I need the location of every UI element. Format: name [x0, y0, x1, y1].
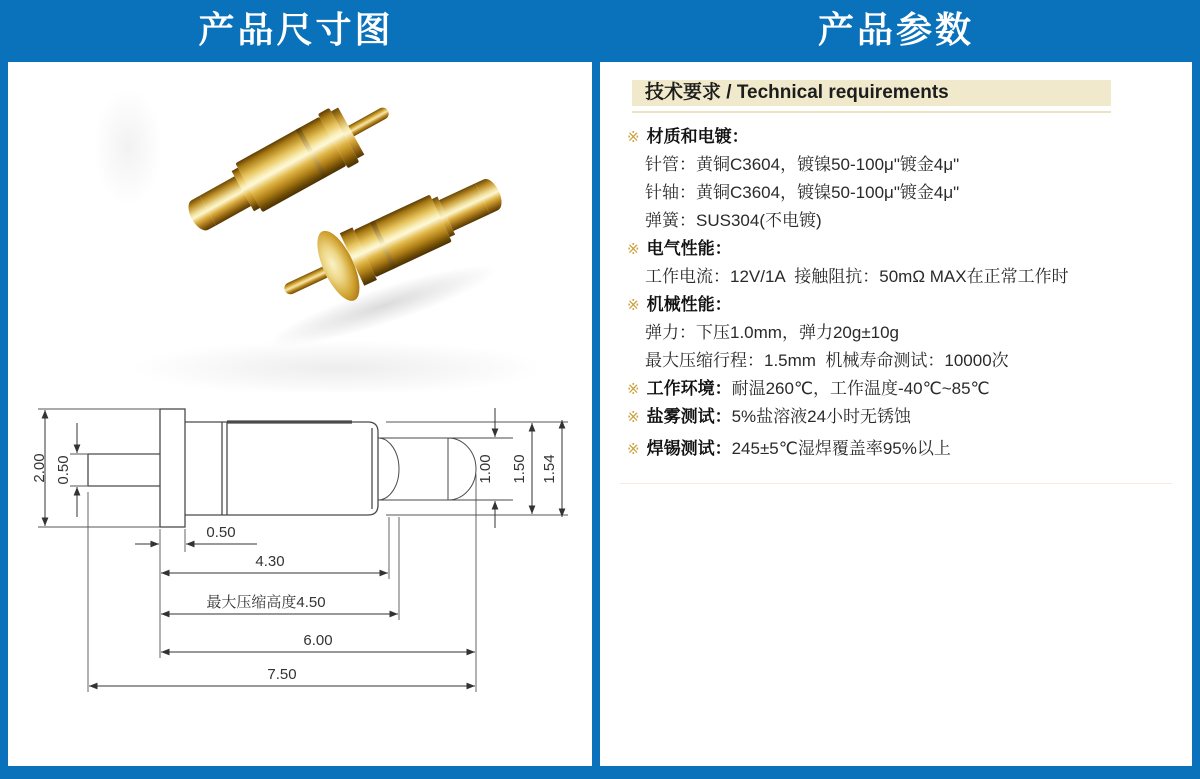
dim-tail-diameter: 0.50 [55, 455, 72, 485]
dim-barrel-diameter: 1.50 [511, 454, 528, 484]
dim-flange-height: 2.00 [31, 453, 48, 483]
star-icon: ※ [627, 441, 640, 458]
technical-requirements-header: 技术要求 / Technical requirements [632, 80, 1111, 106]
dim-working-length: 6.00 [303, 632, 333, 649]
dimension-labels [31, 453, 558, 683]
spec-soldering: ※ 焊锡测试：245±5℃湿焊覆盖率95%以上 [627, 439, 951, 458]
star-icon: ※ [627, 297, 640, 314]
photo-floor-shadow [128, 340, 548, 392]
photo-reflection [93, 87, 163, 207]
spec-mechanical-line1: 弹力：下压1.0mm，弹力20g±10g [645, 323, 900, 342]
header-underline [632, 111, 1111, 113]
dim-flange-width: 0.50 [206, 524, 236, 541]
spec-material-line1: 针管：黄铜C3604，镀镍50-100μ"镀金4μ" [645, 155, 960, 174]
spec-mechanical-line2: 最大压缩行程：1.5mm 机械寿命测试：10000次 [645, 351, 1009, 370]
star-icon: ※ [627, 409, 640, 426]
spec-electrical-title: ※ 电气性能： [627, 239, 732, 258]
pin2-tail [282, 267, 327, 296]
product-photo [8, 62, 592, 392]
spec-material-line3: 弹簧：SUS304(不电镀) [645, 211, 822, 230]
dim-body-length: 4.30 [255, 553, 285, 570]
spec-material-title: ※ 材质和电镀： [627, 127, 749, 146]
spec-mechanical-title: ※ 机械性能： [627, 295, 732, 314]
spec-salt-spray: ※ 盐雾测试：5%盐溶液24小时无锈蚀 [627, 407, 912, 426]
dim-max-diameter: 1.54 [541, 454, 558, 484]
extension-lines [38, 409, 568, 692]
star-icon: ※ [627, 129, 640, 146]
part-outline [88, 409, 513, 527]
spec-environment: ※ 工作环境：耐温260℃，工作温度-40℃~85℃ [627, 379, 990, 398]
page-title-parameters: 产品参数 [817, 9, 974, 50]
dim-max-compression: 最大压缩高度4.50 [206, 594, 326, 611]
pin2-groove [370, 220, 397, 269]
dimension-panel [8, 62, 592, 766]
pin1-tail [348, 105, 391, 136]
pin1-groove [296, 127, 328, 178]
section-divider [620, 483, 1172, 484]
dim-plunger-diameter: 1.00 [477, 454, 494, 484]
spec-electrical-line1: 工作电流：12V/1A 接触阻抗：50mΩ MAX在正常工作时 [645, 267, 1069, 286]
star-icon: ※ [627, 241, 640, 258]
spec-material-line2: 针轴：黄铜C3604，镀镍50-100μ"镀金4μ" [645, 183, 960, 202]
parameters-panel [600, 62, 1192, 766]
dim-total-length: 7.50 [267, 666, 297, 683]
star-icon: ※ [627, 381, 640, 398]
page-title-dimensions: 产品尺寸图 [198, 9, 394, 50]
